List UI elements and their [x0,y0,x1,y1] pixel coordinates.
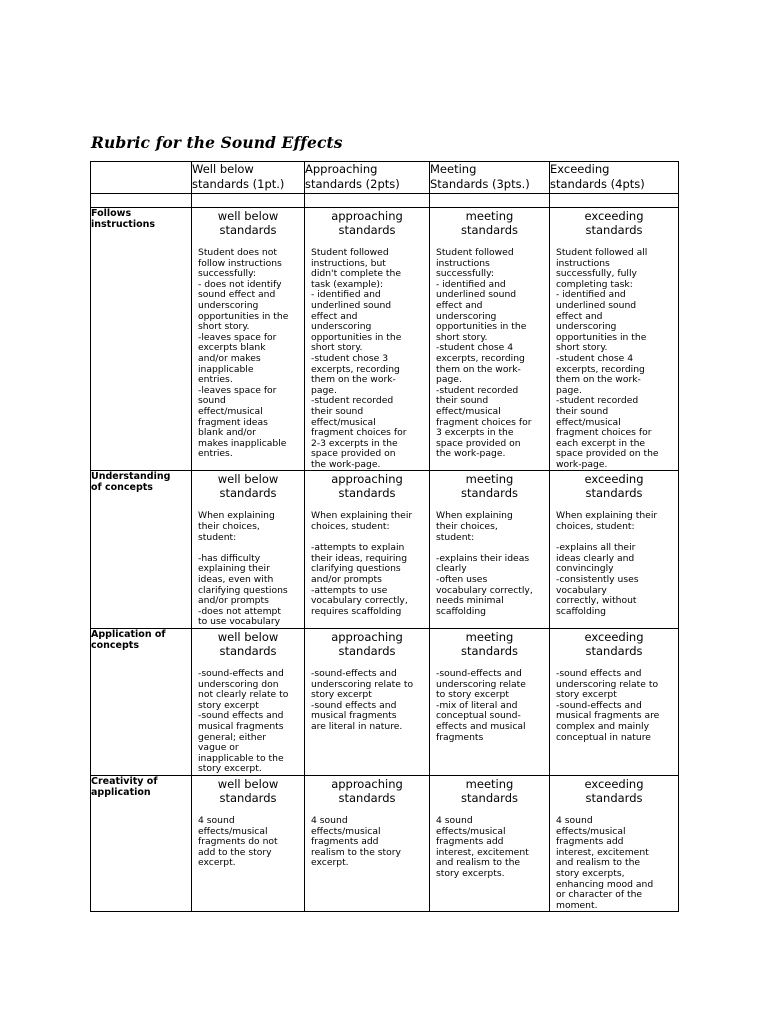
level-description: 4 sound effects/musical fragments add interest, excitement and realism to the story excerpts. [436,814,529,879]
rubric-cell-approaching [305,208,430,471]
criterion-cell [91,629,192,776]
level-label: exceeding standards [584,472,644,501]
rubric-cell-exceeding [550,471,679,629]
rubric-cell-approaching [305,775,430,911]
criterion-label: Follows instructions [91,208,156,230]
criterion-cell [91,208,192,471]
rubric-cell-meeting [430,208,550,471]
rubric-cell-meeting [430,629,550,776]
spacer-cell [91,194,192,208]
rubric-row-creativity-of-application [91,775,679,911]
spacer-cell [430,194,550,208]
level-description: When explaining their choices, student: -has difficulty explaining their ideas, even with clarifying questions and/or prompts -does not attempt to use vocabulary [198,510,288,628]
criterion-label: Application of concepts [91,629,166,651]
rubric-cell-exceeding [550,629,679,776]
level-label: meeting standards [460,209,518,237]
rubric-cell-exceeding [550,208,679,471]
level-label: approaching standards [331,630,403,658]
rubric-cell-meeting [430,471,550,629]
header-blank-cell [91,162,192,194]
header-well-below [192,162,305,194]
header-meeting [430,162,550,194]
level-description: Student followed instructions, but didn't complete the task (example): - identified and underlined sound effect and underscoring opportunities in the short story. -student chose 3 excerpts, recording them on the work- page. -student recorded their sound effect/musical fragment choices for 2-3 excerpts in the space provided on the work-page. [311,247,407,470]
level-description: 4 sound effects/musical fragments do not add to the story excerpt. [198,814,278,869]
criterion-cell [91,471,192,629]
header-label: Well below standards (1pt.) [192,162,285,191]
level-description: -sound effects and underscoring relate to story excerpt -sound-effects and musical fragments are complex and mainly conceptual in nature [556,668,660,743]
rubric-cell-approaching [305,471,430,629]
level-description: 4 sound effects/musical fragments add interest, excitement and realism to the story excerpts, enhancing mood and or character of the moment. [556,814,654,911]
header-approaching [305,162,430,194]
level-description: When explaining their choices, student: -explains their ideas clearly -often uses vocabulary correctly, needs minimal scaffolding [436,510,533,617]
level-label: well below standards [217,630,279,658]
level-description: When explaining their choices, student: -explains all their ideas clearly and convincingly -consistently uses vocabulary correctly, without scaffolding [556,510,658,617]
level-description: 4 sound effects/musical fragments add realism to the story excerpt. [311,814,401,869]
header-label: Approaching standards (2pts) [305,162,400,191]
level-label: meeting standards [460,472,518,501]
level-label: well below standards [217,472,279,501]
rubric-row-follows-instructions [91,208,679,471]
level-label: meeting standards [460,776,518,805]
rubric-cell-exceeding [550,775,679,911]
level-label: approaching standards [331,776,403,805]
level-label: exceeding standards [584,776,644,805]
rubric-cell-approaching [305,629,430,776]
header-row [91,162,679,194]
header-exceeding [550,162,679,194]
criterion-label: Creativity of application [91,775,158,798]
rubric-cell-well-below [192,471,305,629]
rubric-cell-well-below [192,629,305,776]
spacer-cell [192,194,305,208]
header-label: Exceeding standards (4pts) [550,162,645,191]
rubric-row-understanding-of-concepts [91,471,679,629]
level-label: well below standards [217,209,279,237]
level-label: approaching standards [331,472,403,501]
spacer-cell [305,194,430,208]
spacer-row [91,194,679,208]
rubric-cell-well-below [192,775,305,911]
level-description: Student followed instructions successfully: - identified and underlined sound effect and underscoring opportunities in the short story. -student chose 4 excerpts, recording them on the work- page. -student recorded their sound effect/musical fragment choices for 3 excerpts in the space provided on the work-page. [436,247,532,460]
level-description: Student followed all instructions successfully, fully completing task: - identified and underlined sound effect and underscoring opportunities in the short story. -student chose 4 excerpts, recording them on the work- page. -student recorded their sound effect/musical fragment choices for each excerpt in the space provided on the work-page. [556,247,659,470]
level-label: exceeding standards [584,209,644,237]
criterion-cell [91,775,192,911]
level-description: -sound-effects and underscoring relate to story excerpt -mix of literal and conceptual sound- effects and musical fragments [436,668,526,743]
rubric-table [90,161,679,912]
level-description: -sound-effects and underscoring relate to story excerpt -sound effects and musical fragments are literal in nature. [311,668,414,732]
level-description: -sound-effects and underscoring don not clearly relate to story excerpt -sound effects and musical fragments general; either vague or inapplicable to the story excerpt. [198,668,289,775]
rubric-row-application-of-concepts [91,629,679,776]
level-label: exceeding standards [584,630,644,658]
level-label: meeting standards [460,630,518,658]
level-label: well below standards [217,776,279,805]
level-description: Student does not follow instructions successfully: - does not identify sound effect and underscoring opportunities in the short story. -leaves space for excerpts blank and/or makes inapplicable entries. -leaves space for sound effect/musical fragment ideas blank and/or makes inapplicable entries. [198,247,289,460]
page-title: Rubric for the Sound Effects [91,133,343,152]
header-label: Meeting Standards (3pts.) [430,162,530,191]
level-description: When explaining their choices, student: -attempts to explain their ideas, requiring clarifying questions and/or prompts -attempts to use vocabulary correctly, requires scaffolding [311,510,413,617]
rubric-cell-meeting [430,775,550,911]
level-label: approaching standards [331,209,403,237]
criterion-label: Understanding of concepts [91,471,171,494]
spacer-cell [550,194,679,208]
rubric-cell-well-below [192,208,305,471]
